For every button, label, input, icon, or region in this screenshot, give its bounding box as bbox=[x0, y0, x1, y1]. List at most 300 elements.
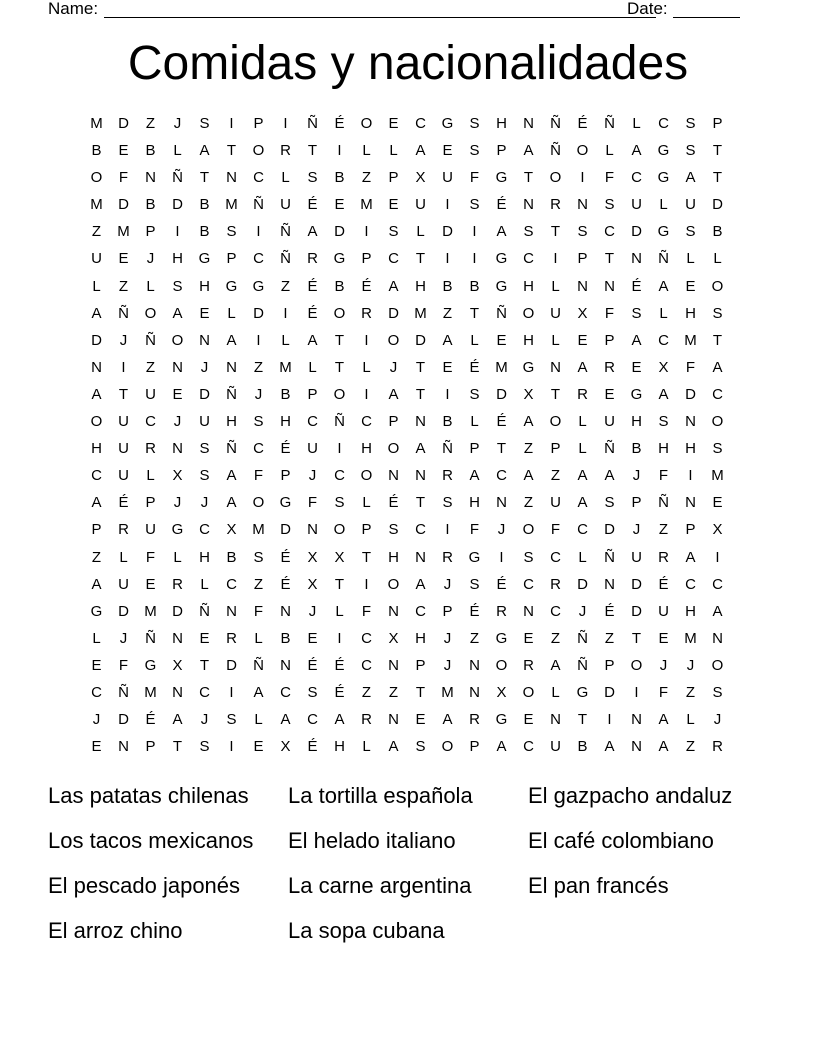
grid-cell[interactable]: C bbox=[361, 413, 372, 431]
grid-cell[interactable]: A bbox=[91, 304, 102, 322]
grid-cell[interactable]: L bbox=[389, 142, 398, 160]
grid-cell[interactable]: N bbox=[172, 440, 183, 458]
grid-cell[interactable]: J bbox=[200, 711, 209, 729]
grid-cell[interactable]: L bbox=[362, 494, 371, 512]
grid-cell[interactable]: O bbox=[576, 142, 589, 160]
grid-cell[interactable]: E bbox=[442, 358, 453, 376]
grid-cell[interactable]: R bbox=[523, 656, 534, 674]
grid-cell[interactable]: P bbox=[361, 250, 372, 268]
grid-cell[interactable]: A bbox=[523, 142, 534, 160]
grid-cell[interactable]: O bbox=[387, 575, 400, 593]
grid-cell[interactable]: D bbox=[496, 385, 507, 403]
grid-cell[interactable]: É bbox=[469, 602, 480, 620]
grid-cell[interactable]: É bbox=[307, 738, 318, 756]
grid-cell[interactable]: B bbox=[145, 142, 156, 160]
grid-cell[interactable]: Z bbox=[253, 358, 264, 376]
grid-cell[interactable]: É bbox=[280, 440, 291, 458]
grid-cell[interactable]: O bbox=[522, 304, 535, 322]
grid-cell[interactable]: E bbox=[118, 250, 129, 268]
grid-cell[interactable]: A bbox=[469, 467, 480, 485]
grid-cell[interactable]: T bbox=[334, 575, 345, 593]
grid-cell[interactable]: J bbox=[443, 629, 452, 647]
grid-cell[interactable]: I bbox=[715, 548, 720, 566]
grid-cell[interactable]: X bbox=[172, 656, 183, 674]
grid-cell[interactable]: U bbox=[91, 250, 102, 268]
grid-cell[interactable]: S bbox=[712, 304, 723, 322]
grid-cell[interactable]: O bbox=[333, 385, 346, 403]
grid-cell[interactable]: Ñ bbox=[550, 115, 561, 132]
grid-cell[interactable]: M bbox=[90, 115, 103, 132]
grid-cell[interactable]: D bbox=[118, 602, 129, 620]
grid-cell[interactable]: I bbox=[283, 304, 288, 322]
grid-cell[interactable]: L bbox=[659, 196, 668, 214]
grid-cell[interactable]: O bbox=[90, 413, 103, 431]
grid-cell[interactable]: P bbox=[307, 385, 318, 403]
grid-cell[interactable]: E bbox=[712, 494, 723, 512]
grid-cell[interactable]: S bbox=[712, 683, 723, 701]
grid-cell[interactable]: A bbox=[280, 711, 291, 729]
grid-cell[interactable]: A bbox=[442, 331, 453, 349]
grid-cell[interactable]: S bbox=[307, 169, 318, 187]
grid-cell[interactable]: S bbox=[388, 521, 399, 539]
grid-cell[interactable]: D bbox=[604, 683, 615, 701]
grid-cell[interactable]: B bbox=[577, 738, 588, 756]
grid-cell[interactable]: F bbox=[307, 494, 318, 512]
grid-cell[interactable]: I bbox=[121, 358, 126, 376]
grid-cell[interactable]: I bbox=[364, 223, 369, 241]
grid-cell[interactable]: A bbox=[496, 738, 507, 756]
grid-cell[interactable]: L bbox=[551, 277, 560, 295]
grid-cell[interactable]: A bbox=[388, 738, 399, 756]
grid-cell[interactable]: D bbox=[280, 521, 291, 539]
grid-cell[interactable]: E bbox=[604, 385, 615, 403]
grid-cell[interactable]: I bbox=[175, 223, 180, 241]
grid-cell[interactable]: G bbox=[198, 250, 211, 268]
grid-cell[interactable]: D bbox=[91, 331, 102, 349]
grid-cell[interactable]: J bbox=[173, 494, 182, 512]
grid-cell[interactable]: A bbox=[523, 467, 534, 485]
grid-cell[interactable]: L bbox=[362, 738, 371, 756]
grid-cell[interactable]: H bbox=[658, 440, 669, 458]
grid-cell[interactable]: S bbox=[469, 142, 480, 160]
grid-cell[interactable]: A bbox=[415, 142, 426, 160]
grid-cell[interactable]: N bbox=[523, 602, 534, 620]
grid-cell[interactable]: A bbox=[631, 331, 642, 349]
grid-cell[interactable]: É bbox=[388, 494, 399, 512]
grid-cell[interactable]: U bbox=[442, 169, 453, 187]
grid-cell[interactable]: L bbox=[308, 358, 317, 376]
grid-cell[interactable]: S bbox=[631, 304, 642, 322]
grid-cell[interactable]: L bbox=[335, 602, 344, 620]
grid-cell[interactable]: G bbox=[90, 602, 103, 620]
grid-cell[interactable]: E bbox=[631, 358, 642, 376]
grid-cell[interactable]: A bbox=[172, 304, 183, 322]
grid-cell[interactable]: I bbox=[229, 738, 234, 756]
grid-cell[interactable]: M bbox=[684, 629, 697, 647]
grid-cell[interactable]: Ñ bbox=[172, 169, 183, 187]
grid-cell[interactable]: A bbox=[577, 358, 588, 376]
grid-cell[interactable]: S bbox=[604, 494, 615, 512]
grid-cell[interactable]: C bbox=[550, 548, 561, 566]
grid-cell[interactable]: F bbox=[145, 548, 156, 566]
grid-cell[interactable]: T bbox=[415, 494, 426, 512]
grid-cell[interactable]: T bbox=[415, 683, 426, 701]
name-line[interactable] bbox=[104, 17, 656, 18]
grid-cell[interactable]: J bbox=[686, 656, 695, 674]
grid-cell[interactable]: X bbox=[172, 467, 183, 485]
grid-cell[interactable]: L bbox=[686, 711, 695, 729]
grid-cell[interactable]: J bbox=[443, 575, 452, 593]
grid-cell[interactable]: E bbox=[91, 738, 102, 756]
grid-cell[interactable]: E bbox=[658, 629, 669, 647]
grid-cell[interactable]: C bbox=[631, 169, 642, 187]
grid-cell[interactable]: A bbox=[226, 467, 237, 485]
grid-cell[interactable]: H bbox=[469, 494, 480, 512]
grid-cell[interactable]: U bbox=[415, 196, 426, 214]
grid-cell[interactable]: T bbox=[415, 250, 426, 268]
grid-cell[interactable]: Ñ bbox=[226, 440, 237, 458]
grid-cell[interactable]: J bbox=[308, 467, 317, 485]
grid-cell[interactable]: P bbox=[577, 250, 588, 268]
grid-cell[interactable]: C bbox=[226, 575, 237, 593]
grid-cell[interactable]: T bbox=[496, 440, 507, 458]
grid-cell[interactable]: S bbox=[469, 385, 480, 403]
grid-cell[interactable]: N bbox=[523, 196, 534, 214]
grid-cell[interactable]: T bbox=[577, 711, 588, 729]
grid-cell[interactable]: O bbox=[171, 331, 184, 349]
grid-cell[interactable]: R bbox=[118, 521, 129, 539]
grid-cell[interactable]: G bbox=[495, 250, 508, 268]
grid-cell[interactable]: J bbox=[200, 494, 209, 512]
grid-cell[interactable]: M bbox=[144, 683, 157, 701]
grid-cell[interactable]: U bbox=[658, 602, 669, 620]
grid-cell[interactable]: X bbox=[577, 304, 588, 322]
grid-cell[interactable]: B bbox=[91, 142, 102, 160]
grid-cell[interactable]: D bbox=[118, 196, 129, 214]
grid-cell[interactable]: I bbox=[472, 223, 477, 241]
grid-cell[interactable]: É bbox=[118, 494, 129, 512]
grid-cell[interactable]: Z bbox=[523, 494, 534, 512]
grid-cell[interactable]: P bbox=[145, 494, 156, 512]
grid-cell[interactable]: Ñ bbox=[307, 115, 318, 132]
grid-cell[interactable]: Z bbox=[118, 277, 129, 295]
grid-cell[interactable]: O bbox=[360, 115, 373, 132]
grid-cell[interactable]: T bbox=[226, 142, 237, 160]
grid-cell[interactable]: A bbox=[253, 683, 264, 701]
grid-cell[interactable]: U bbox=[631, 196, 642, 214]
grid-cell[interactable]: E bbox=[685, 277, 696, 295]
grid-cell[interactable]: A bbox=[604, 738, 615, 756]
grid-cell[interactable]: M bbox=[279, 358, 292, 376]
grid-cell[interactable]: E bbox=[307, 629, 318, 647]
grid-cell[interactable]: I bbox=[337, 142, 342, 160]
grid-cell[interactable]: A bbox=[388, 385, 399, 403]
grid-cell[interactable]: X bbox=[307, 548, 318, 566]
grid-cell[interactable]: C bbox=[307, 711, 318, 729]
grid-cell[interactable]: C bbox=[145, 413, 156, 431]
grid-cell[interactable]: P bbox=[415, 656, 426, 674]
grid-cell[interactable]: E bbox=[334, 196, 345, 214]
grid-cell[interactable]: S bbox=[226, 711, 237, 729]
grid-cell[interactable]: H bbox=[496, 115, 507, 132]
grid-cell[interactable]: N bbox=[577, 196, 588, 214]
grid-cell[interactable]: X bbox=[226, 521, 237, 539]
grid-cell[interactable]: N bbox=[631, 738, 642, 756]
grid-cell[interactable]: I bbox=[229, 683, 234, 701]
grid-cell[interactable]: Z bbox=[280, 277, 291, 295]
grid-cell[interactable]: R bbox=[361, 304, 372, 322]
grid-cell[interactable]: G bbox=[630, 385, 643, 403]
grid-cell[interactable]: É bbox=[307, 277, 318, 295]
grid-cell[interactable]: N bbox=[388, 711, 399, 729]
grid-cell[interactable]: A bbox=[604, 467, 615, 485]
grid-cell[interactable]: L bbox=[578, 413, 587, 431]
grid-cell[interactable]: L bbox=[227, 304, 236, 322]
grid-cell[interactable]: N bbox=[604, 277, 615, 295]
grid-cell[interactable]: A bbox=[442, 711, 453, 729]
grid-cell[interactable]: H bbox=[415, 277, 426, 295]
grid-cell[interactable]: O bbox=[711, 277, 724, 295]
grid-cell[interactable]: O bbox=[333, 521, 346, 539]
grid-cell[interactable]: U bbox=[199, 413, 210, 431]
grid-cell[interactable]: H bbox=[334, 738, 345, 756]
grid-cell[interactable]: Z bbox=[361, 169, 372, 187]
grid-cell[interactable]: A bbox=[712, 602, 723, 620]
grid-cell[interactable]: A bbox=[91, 385, 102, 403]
grid-cell[interactable]: Ñ bbox=[577, 629, 588, 647]
grid-cell[interactable]: Ñ bbox=[658, 250, 669, 268]
grid-cell[interactable]: S bbox=[199, 440, 210, 458]
grid-cell[interactable]: O bbox=[252, 142, 265, 160]
grid-cell[interactable]: P bbox=[685, 521, 696, 539]
grid-cell[interactable]: N bbox=[631, 711, 642, 729]
grid-cell[interactable]: G bbox=[441, 115, 454, 132]
grid-cell[interactable]: Ñ bbox=[145, 331, 156, 349]
grid-cell[interactable]: E bbox=[91, 656, 102, 674]
grid-cell[interactable]: N bbox=[604, 575, 615, 593]
grid-cell[interactable]: D bbox=[442, 223, 453, 241]
grid-cell[interactable]: T bbox=[361, 548, 372, 566]
grid-cell[interactable]: H bbox=[361, 440, 372, 458]
grid-cell[interactable]: L bbox=[119, 548, 128, 566]
grid-cell[interactable]: T bbox=[712, 142, 723, 160]
grid-cell[interactable]: I bbox=[553, 250, 558, 268]
grid-cell[interactable]: P bbox=[388, 413, 399, 431]
grid-cell[interactable]: S bbox=[685, 142, 696, 160]
grid-cell[interactable]: U bbox=[631, 548, 642, 566]
grid-cell[interactable]: G bbox=[522, 358, 535, 376]
grid-cell[interactable]: L bbox=[632, 115, 641, 132]
grid-cell[interactable]: R bbox=[496, 602, 507, 620]
grid-cell[interactable]: Ñ bbox=[550, 142, 561, 160]
grid-cell[interactable]: X bbox=[415, 169, 426, 187]
grid-cell[interactable]: N bbox=[172, 683, 183, 701]
grid-cell[interactable]: A bbox=[226, 494, 237, 512]
grid-cell[interactable]: J bbox=[92, 711, 101, 729]
grid-cell[interactable]: Z bbox=[469, 629, 480, 647]
grid-cell[interactable]: F bbox=[253, 467, 264, 485]
grid-cell[interactable]: L bbox=[362, 358, 371, 376]
grid-cell[interactable]: É bbox=[307, 656, 318, 674]
grid-cell[interactable]: P bbox=[442, 602, 453, 620]
grid-cell[interactable]: Ñ bbox=[604, 115, 615, 132]
grid-cell[interactable]: O bbox=[711, 413, 724, 431]
grid-cell[interactable]: N bbox=[415, 467, 426, 485]
grid-cell[interactable]: O bbox=[522, 683, 535, 701]
grid-cell[interactable]: U bbox=[550, 738, 561, 756]
grid-cell[interactable]: E bbox=[253, 738, 264, 756]
grid-cell[interactable]: R bbox=[604, 358, 615, 376]
grid-cell[interactable]: A bbox=[550, 656, 561, 674]
grid-cell[interactable]: D bbox=[172, 602, 183, 620]
grid-cell[interactable]: S bbox=[199, 467, 210, 485]
grid-cell[interactable]: D bbox=[388, 304, 399, 322]
grid-cell[interactable]: H bbox=[199, 548, 210, 566]
grid-cell[interactable]: E bbox=[199, 304, 210, 322]
grid-cell[interactable]: P bbox=[145, 738, 156, 756]
grid-cell[interactable]: R bbox=[172, 575, 183, 593]
grid-cell[interactable]: E bbox=[388, 196, 399, 214]
grid-cell[interactable]: D bbox=[685, 385, 696, 403]
grid-cell[interactable]: E bbox=[145, 575, 156, 593]
grid-cell[interactable]: B bbox=[280, 629, 291, 647]
grid-cell[interactable]: G bbox=[657, 169, 670, 187]
grid-cell[interactable]: A bbox=[685, 548, 696, 566]
grid-cell[interactable]: X bbox=[712, 521, 723, 539]
grid-cell[interactable]: É bbox=[658, 575, 669, 593]
grid-cell[interactable]: T bbox=[199, 169, 210, 187]
grid-cell[interactable]: S bbox=[469, 196, 480, 214]
grid-cell[interactable]: P bbox=[712, 115, 723, 132]
grid-cell[interactable]: A bbox=[199, 142, 210, 160]
grid-cell[interactable]: A bbox=[415, 575, 426, 593]
grid-cell[interactable]: N bbox=[496, 494, 507, 512]
grid-cell[interactable]: S bbox=[685, 223, 696, 241]
grid-cell[interactable]: N bbox=[388, 656, 399, 674]
grid-cell[interactable]: I bbox=[445, 196, 450, 214]
grid-cell[interactable]: S bbox=[523, 548, 534, 566]
grid-cell[interactable]: P bbox=[469, 738, 480, 756]
grid-cell[interactable]: O bbox=[387, 331, 400, 349]
grid-cell[interactable]: T bbox=[199, 656, 210, 674]
grid-cell[interactable]: I bbox=[364, 331, 369, 349]
grid-cell[interactable]: N bbox=[388, 602, 399, 620]
grid-cell[interactable]: C bbox=[415, 115, 426, 132]
grid-cell[interactable]: T bbox=[712, 169, 723, 187]
grid-cell[interactable]: Ñ bbox=[253, 196, 264, 214]
grid-cell[interactable]: P bbox=[280, 467, 291, 485]
grid-cell[interactable]: C bbox=[91, 683, 102, 701]
grid-cell[interactable]: F bbox=[550, 521, 561, 539]
grid-cell[interactable]: S bbox=[685, 115, 696, 132]
grid-cell[interactable]: N bbox=[550, 358, 561, 376]
grid-cell[interactable]: B bbox=[199, 223, 210, 241]
grid-cell[interactable]: I bbox=[472, 250, 477, 268]
grid-cell[interactable]: N bbox=[280, 656, 291, 674]
grid-cell[interactable]: R bbox=[550, 575, 561, 593]
grid-cell[interactable]: G bbox=[468, 548, 481, 566]
grid-cell[interactable]: N bbox=[685, 413, 696, 431]
grid-cell[interactable]: R bbox=[226, 629, 237, 647]
grid-cell[interactable]: M bbox=[252, 521, 265, 539]
grid-cell[interactable]: C bbox=[253, 440, 264, 458]
grid-cell[interactable]: N bbox=[523, 115, 534, 132]
grid-cell[interactable]: U bbox=[118, 413, 129, 431]
grid-cell[interactable]: U bbox=[145, 385, 156, 403]
grid-cell[interactable]: C bbox=[523, 738, 534, 756]
grid-cell[interactable]: A bbox=[577, 467, 588, 485]
grid-cell[interactable]: E bbox=[496, 331, 507, 349]
grid-cell[interactable]: X bbox=[280, 738, 291, 756]
grid-cell[interactable]: Ñ bbox=[280, 250, 291, 268]
grid-cell[interactable]: H bbox=[226, 413, 237, 431]
grid-cell[interactable]: G bbox=[495, 711, 508, 729]
date-line[interactable] bbox=[673, 17, 740, 18]
grid-cell[interactable]: G bbox=[495, 629, 508, 647]
grid-cell[interactable]: I bbox=[337, 440, 342, 458]
grid-cell[interactable]: D bbox=[631, 575, 642, 593]
grid-cell[interactable]: Z bbox=[361, 683, 372, 701]
grid-cell[interactable]: D bbox=[226, 656, 237, 674]
grid-cell[interactable]: J bbox=[146, 250, 155, 268]
grid-cell[interactable]: L bbox=[254, 711, 263, 729]
grid-cell[interactable]: M bbox=[684, 331, 697, 349]
grid-cell[interactable]: C bbox=[523, 250, 534, 268]
grid-cell[interactable]: D bbox=[604, 521, 615, 539]
grid-cell[interactable]: N bbox=[415, 548, 426, 566]
grid-cell[interactable]: C bbox=[523, 575, 534, 593]
grid-cell[interactable]: M bbox=[144, 602, 157, 620]
grid-cell[interactable]: B bbox=[280, 385, 291, 403]
grid-cell[interactable]: B bbox=[442, 277, 453, 295]
grid-cell[interactable]: G bbox=[657, 223, 670, 241]
grid-cell[interactable]: C bbox=[361, 629, 372, 647]
grid-cell[interactable]: R bbox=[361, 711, 372, 729]
grid-cell[interactable]: S bbox=[442, 494, 453, 512]
grid-cell[interactable]: É bbox=[307, 304, 318, 322]
grid-cell[interactable]: O bbox=[549, 413, 562, 431]
grid-cell[interactable]: É bbox=[469, 358, 480, 376]
grid-cell[interactable]: C bbox=[280, 683, 291, 701]
grid-cell[interactable]: N bbox=[685, 494, 696, 512]
grid-cell[interactable]: S bbox=[334, 494, 345, 512]
grid-cell[interactable]: J bbox=[119, 629, 128, 647]
grid-cell[interactable]: C bbox=[253, 250, 264, 268]
grid-cell[interactable]: O bbox=[549, 169, 562, 187]
grid-cell[interactable]: P bbox=[469, 440, 480, 458]
grid-cell[interactable]: J bbox=[659, 656, 668, 674]
grid-cell[interactable]: C bbox=[199, 683, 210, 701]
grid-cell[interactable]: X bbox=[388, 629, 399, 647]
grid-cell[interactable]: P bbox=[631, 494, 642, 512]
grid-cell[interactable]: R bbox=[442, 548, 453, 566]
grid-cell[interactable]: É bbox=[307, 196, 318, 214]
grid-cell[interactable]: Z bbox=[253, 575, 264, 593]
grid-cell[interactable]: F bbox=[118, 169, 129, 187]
grid-cell[interactable]: G bbox=[657, 142, 670, 160]
grid-cell[interactable]: C bbox=[388, 250, 399, 268]
grid-cell[interactable]: M bbox=[711, 467, 724, 485]
grid-cell[interactable]: N bbox=[145, 169, 156, 187]
grid-cell[interactable]: B bbox=[334, 277, 345, 295]
grid-cell[interactable]: C bbox=[658, 115, 669, 132]
grid-cell[interactable]: N bbox=[415, 413, 426, 431]
grid-cell[interactable]: L bbox=[578, 440, 587, 458]
grid-cell[interactable]: S bbox=[415, 738, 426, 756]
grid-cell[interactable]: L bbox=[281, 331, 290, 349]
grid-cell[interactable]: F bbox=[469, 169, 480, 187]
grid-cell[interactable]: S bbox=[469, 575, 480, 593]
